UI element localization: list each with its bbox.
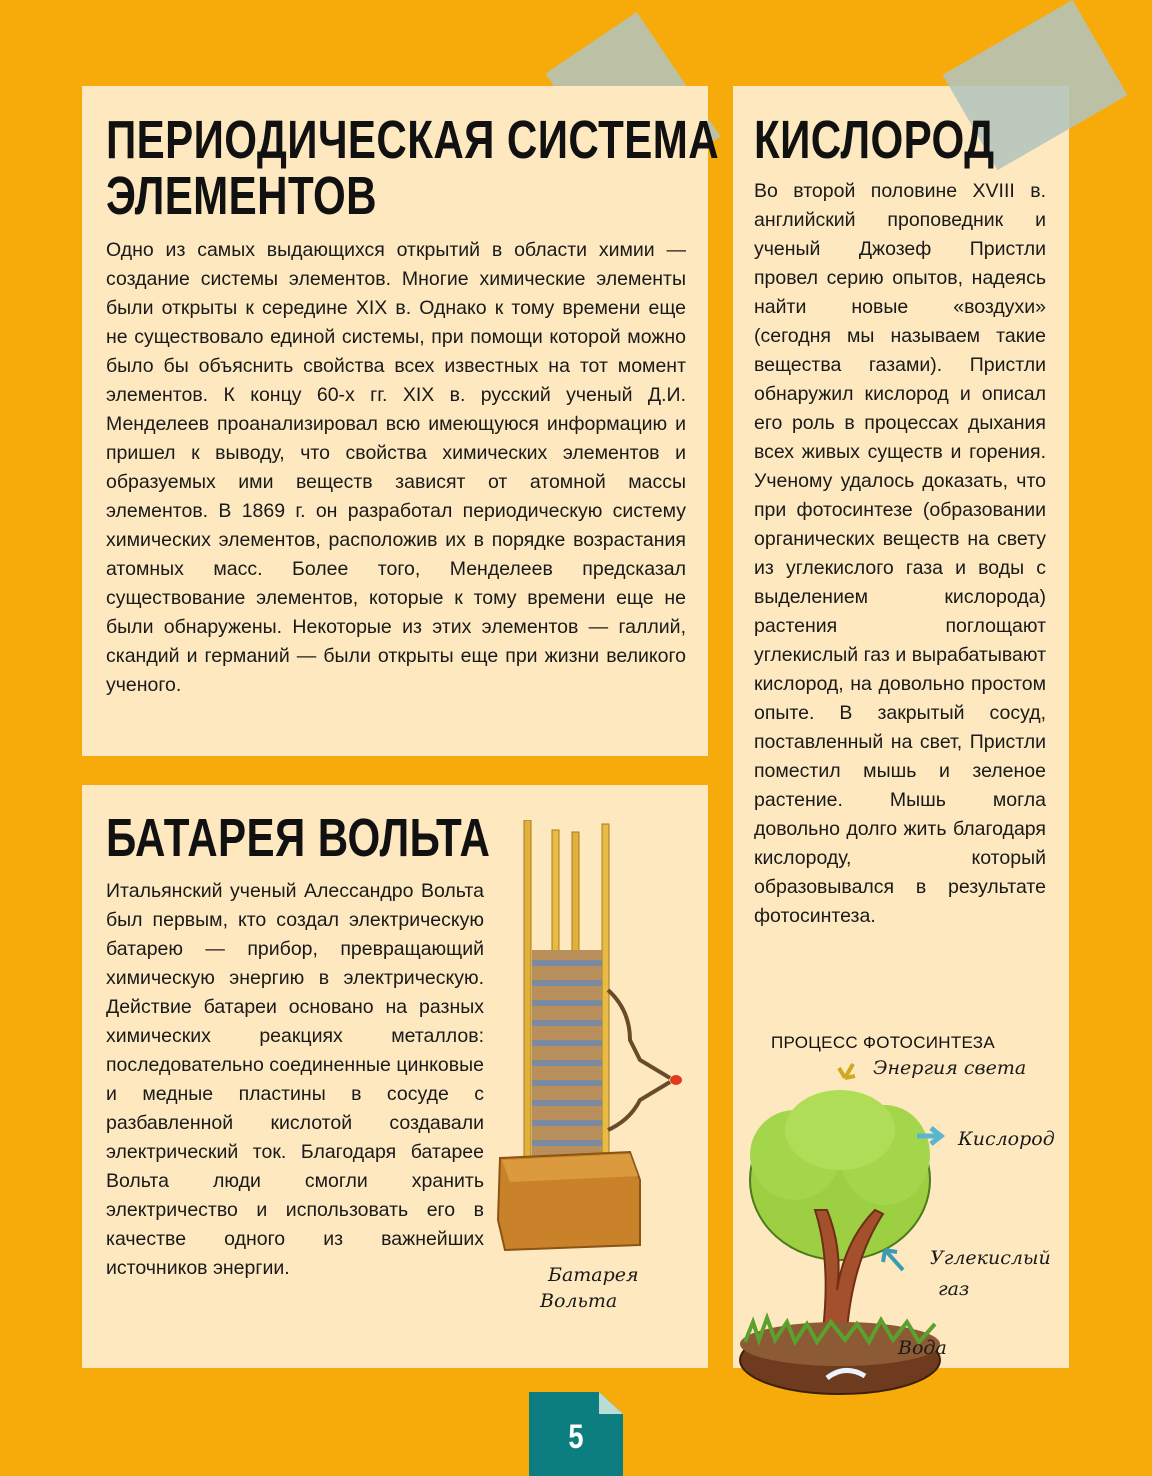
label-carbon-dioxide-line2: газ xyxy=(938,1278,970,1300)
battery-caption-line2: Вольта xyxy=(540,1290,618,1312)
photosynthesis-title: ПРОЦЕСС ФОТОСИНТЕЗА xyxy=(771,1033,996,1052)
label-light-energy: Энергия света xyxy=(873,1057,1027,1079)
battery-caption: Батарея xyxy=(548,1264,639,1286)
label-oxygen: Кислород xyxy=(958,1128,1055,1150)
oxygen-body-text: Во второй половине XVIII в. английский проповедник и ученый Джозеф Пристли провел серию опытов, надеясь найти новые «воздухи» (сегодня мы называем такие вещества газами). Пристли обнаружил кислород и описал его роль в процессах дыхания всех живых существ и горения. Ученому удалось доказать, что при фотосинтезе (образовании органических веществ на свету из углекислого газа и воды с выделением кислорода) растения поглощают углекислый газ и вырабатывают кислород, на довольно простом опыте. В закрытый сосуд, поставленный на свет, Пристли поместил мышь и зеленое растение. Мышь могла довольно долго жить благодаря кислороду, который образовывался в результате фотосинтеза. xyxy=(754,180,1046,927)
tree-crown xyxy=(750,1090,930,1260)
energy-arrow-icon xyxy=(839,1064,855,1078)
photosynthesis-tree-illustration xyxy=(735,1060,1075,1420)
page-number: 5 xyxy=(568,1418,584,1456)
volta-battery-illustration xyxy=(480,820,720,1340)
label-water: Вода xyxy=(898,1337,947,1359)
volta-body-text: Итальянский ученый Алессандро Вольта был первым, кто создал электрическую батарею — прибор, превращающий химическую энергию в электрическую. Действие батареи основано на разных химических реакциях металлов: последовательно соединенные цинковые и медные пластины в сосуде с разбавленной кислотой создавали электрический ток. Благодаря батарее Вольта люди смогли хранить электричество и использовать его в качестве одного из важнейших источников энергии. xyxy=(106,880,484,1279)
led-icon xyxy=(670,1075,682,1085)
periodic-title-line2: ЭЛЕМЕНТОВ xyxy=(106,166,377,226)
co2-arrow-icon xyxy=(883,1250,903,1270)
periodic-title: ПЕРИОДИЧЕСКАЯ СИСТЕМА xyxy=(106,110,720,170)
volta-title: БАТАРЕЯ ВОЛЬТА xyxy=(106,808,491,868)
oxygen-title: КИСЛОРОД xyxy=(754,110,995,170)
periodic-body-text: Одно из самых выдающихся открытий в области химии — создание системы элементов. Многие химические элементы были открыты к середине XIX в. Однако к тому времени еще не существовало единой системы, при помощи которой можно было бы объяснить свойства всех известных на тот момент элементов. К концу 60-х гг. XIX в. русский ученый Д.И. Менделеев проанализировал всю имеющуюся информацию и пришел к выводу, что свойства химических элементов и образуемых ими веществ зависят от атомной массы элементов. В 1869 г. он разработал периодическую систему химических элементов, расположив их в порядке возрастания атомных масс. Более того, Менделеев предсказал существование элементов, которые к тому времени еще не были обнаружены. Некоторые из этих элементов — галлий, скандий и германий — были открыты еще при жизни великого ученого. xyxy=(106,239,686,696)
battery-disc-stack xyxy=(532,950,602,1160)
label-carbon-dioxide: Углекислый xyxy=(930,1247,1051,1269)
